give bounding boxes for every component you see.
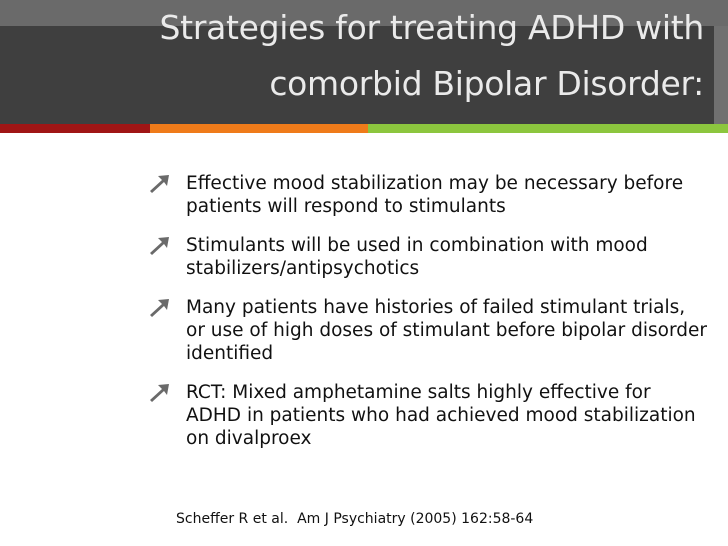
arrow-up-right-icon (148, 237, 170, 255)
slide-title-line-1: Strategies for treating ADHD with (159, 8, 704, 47)
citation: Scheffer R et al. Am J Psychiatry (2005) 162:58-64 (176, 511, 534, 527)
bullet-text: RCT: Mixed amphetamine salts highly effective for ADHD in patients who had achieved mood stabilization on divalproex (186, 382, 696, 449)
arrow-up-right-icon (148, 384, 170, 402)
bullet-item (148, 234, 708, 280)
title-bar-right-shade (714, 26, 728, 124)
accent-stripe-red (0, 124, 150, 133)
slide-title-line-2: comorbid Bipolar Disorder: (269, 64, 704, 103)
bullet-item (148, 296, 708, 365)
bullet-text: Many patients have histories of failed stimulant trials, or use of high doses of stimulant before bipolar disorder identified (186, 297, 707, 364)
accent-stripe-green (368, 124, 728, 133)
arrow-up-right-icon (148, 299, 170, 317)
accent-stripe-orange (150, 124, 368, 133)
bullet-item (148, 381, 708, 450)
bullet-list (148, 172, 708, 466)
arrow-up-right-icon (148, 175, 170, 193)
bullet-text: Effective mood stabilization may be necessary before patients will respond to stimulants (186, 173, 684, 217)
bullet-text: Stimulants will be used in combination with mood stabilizers/antipsychotics (186, 235, 648, 279)
bullet-item (148, 172, 708, 218)
